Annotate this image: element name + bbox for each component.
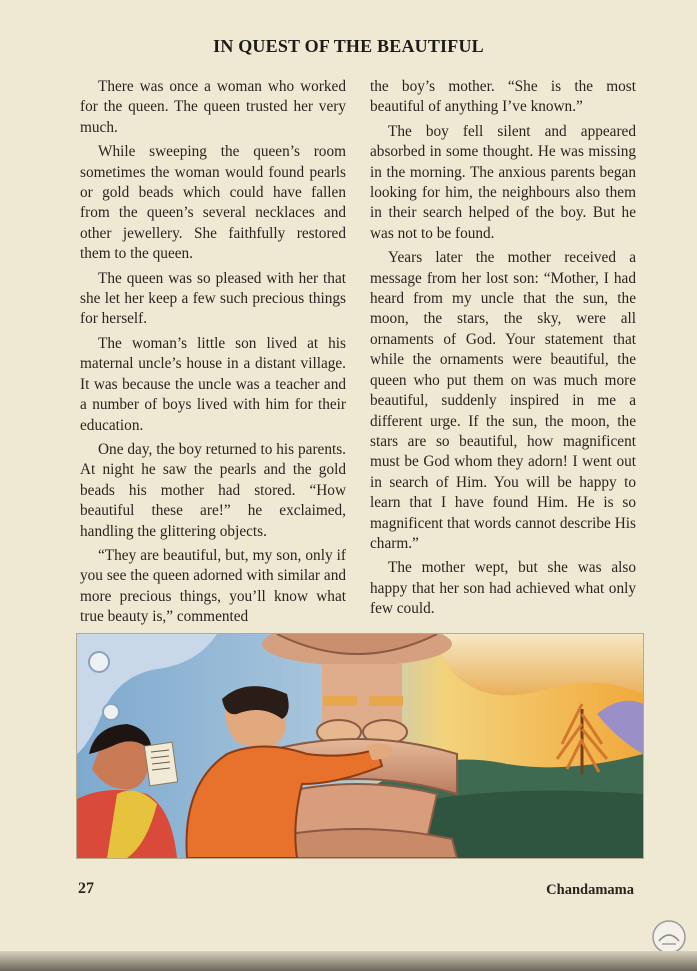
right-column [370, 77, 636, 624]
page-edge [0, 951, 697, 971]
paragraph: The mother wept, but she was also happy that her son had achieved what only few could. [370, 559, 636, 618]
illustration [76, 633, 644, 859]
paragraph: the boy’s mother. “She is the most beautiful of anything I’ve known.” [370, 78, 636, 116]
paragraph: The woman’s little son lived at his maternal uncle’s house in a distant village. It was because the uncle was a teacher and a number of boys lived with him for their education. [80, 334, 346, 434]
page-number: 27 [78, 880, 94, 897]
paragraph: The boy fell silent and appeared absorbed in some thought. He was missing in the morning. The anxious parents began looking for him, the neighbours also them in their search helped of the boy. But he was not to be found. [370, 122, 636, 242]
illustration-boy-at-feet-of-deity-icon [77, 634, 643, 858]
page-title: IN QUEST OF THE BEAUTIFUL [213, 36, 484, 56]
magazine-name: Chandamama [546, 882, 634, 898]
paragraph: The queen was so pleased with her that she let her keep a few such precious things for herself. [80, 269, 346, 328]
paragraph: There was once a woman who worked for the queen. The queen trusted her very much. [80, 78, 346, 136]
paragraph: While sweeping the queen’s room sometimes the woman would found pearls or gold beads which could have fallen from the queen’s several necklaces and other jewellery. She faithfully restored them to the queen. [80, 143, 346, 263]
paragraph: One day, the boy returned to his parents. At night he saw the pearls and the gold beads his mother had stored. “How beautiful these are!” he exclaimed, handling the glittering objects. [80, 440, 346, 540]
left-column [80, 77, 346, 632]
paragraph: “They are beautiful, but, my son, only if you see the queen adorned with similar and more precious things, you’ll know what true beauty is,” commented [80, 546, 346, 626]
paragraph: Years later the mother received a message from her lost son: “Mother, I had heard from my uncle that the sun, the moon, the stars, the sky, were all ornaments of God. Your statement that while the ornaments were beautiful, the queen who put them on was much more beautiful, suddenly inspired in me a different urge. If the sun, the moon, the stars are so beautiful, how magnificent must be God whom they adorn! I went out in search of Him. You will be happy to learn that I have found Him. He is so magnificent that words cannot describe His charm.” [370, 249, 636, 552]
